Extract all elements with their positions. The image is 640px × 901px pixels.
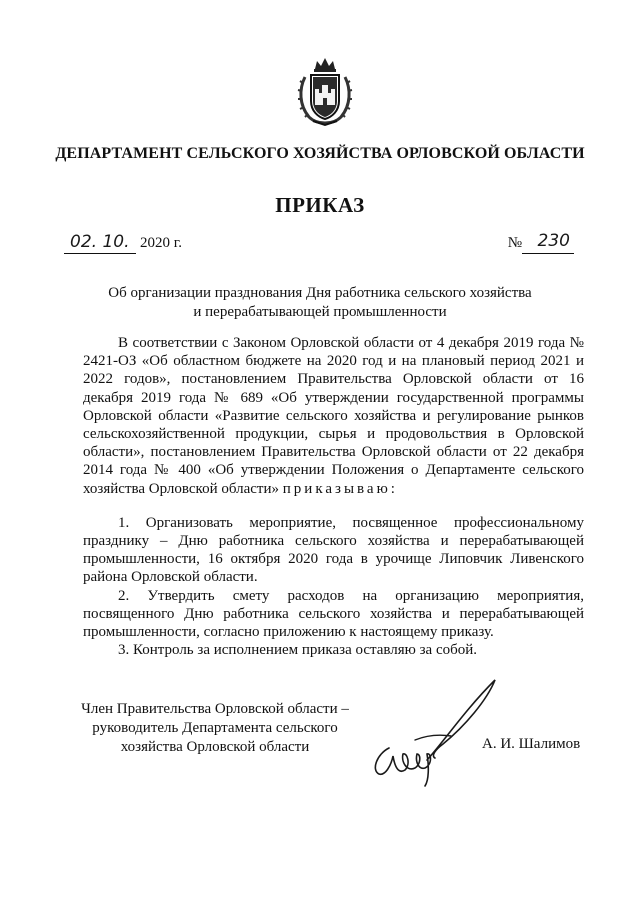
department-title: ДЕПАРТАМЕНТ СЕЛЬСКОГО ХОЗЯЙСТВА ОРЛОВСКОЙ ОБЛАСТИ [55, 145, 585, 162]
position-line-1: Член Правительства Орловской области – [81, 701, 349, 717]
subject-line-1: Об организации празднования Дня работника сельского хозяйства [108, 285, 532, 301]
date-year: 2020 г. [140, 235, 182, 251]
position-line-3: хозяйства Орловской области [120, 739, 310, 755]
order-verb: приказываю: [282, 480, 398, 497]
order-body [83, 334, 584, 659]
order-subject [0, 284, 640, 322]
position-line-2: руководитель Департамента сельского [92, 720, 338, 736]
subject-line-2: и перерабатывающей промышленности [193, 304, 447, 320]
handwritten-signature [355, 670, 515, 790]
date-number-row [64, 232, 574, 260]
number-sign: № [507, 235, 522, 251]
preamble-text: В соответствии с Законом Орловской области от 4 декабря 2019 года № 2421-ОЗ «Об областном бюджете на 2020 год и на плановый период 2021 и 2022 годов», постановлением Правительства Орловской области от 16 декабря 2019 года № 689 «Об утверждении государственной программы Орловской области «Развитие сельского хозяйства и регулирование рынков сельскохозяйственной продукции, сырья и продовольствия в Орловской области», постановлением Правительства Орловской области от 22 декабря 2014 года № 400 «Об утверждении Положения о Департаменте сельского хозяйства Орловской области» [83, 335, 584, 497]
handwritten-date: 02. 10. [70, 232, 130, 252]
coat-of-arms-icon [295, 55, 355, 127]
signatory-position [75, 700, 355, 757]
date-underline [64, 253, 136, 254]
order-item-3: 3. Контроль за исполнением приказа оставляю за собой. [118, 642, 478, 659]
order-item-1: 1. Организовать мероприятие, посвященное профессиональному празднику – Дню работника сельского хозяйства и перерабатывающей промышленности, 16 октября 2020 года в урочище Липовчик Ливенского района Орловской области. [83, 514, 584, 586]
number-underline [522, 253, 574, 254]
preamble-paragraph [83, 334, 584, 498]
order-item-2: 2. Утвердить смету расходов на организацию мероприятия, посвященного Дню работника сельского хозяйства и перерабатывающей промышленности, согласно приложению к настоящему приказу. [83, 587, 584, 641]
signer-name: А. И. Шалимов [482, 736, 581, 752]
document-type-title: ПРИКАЗ [275, 193, 365, 217]
handwritten-number: 230 [537, 231, 570, 251]
